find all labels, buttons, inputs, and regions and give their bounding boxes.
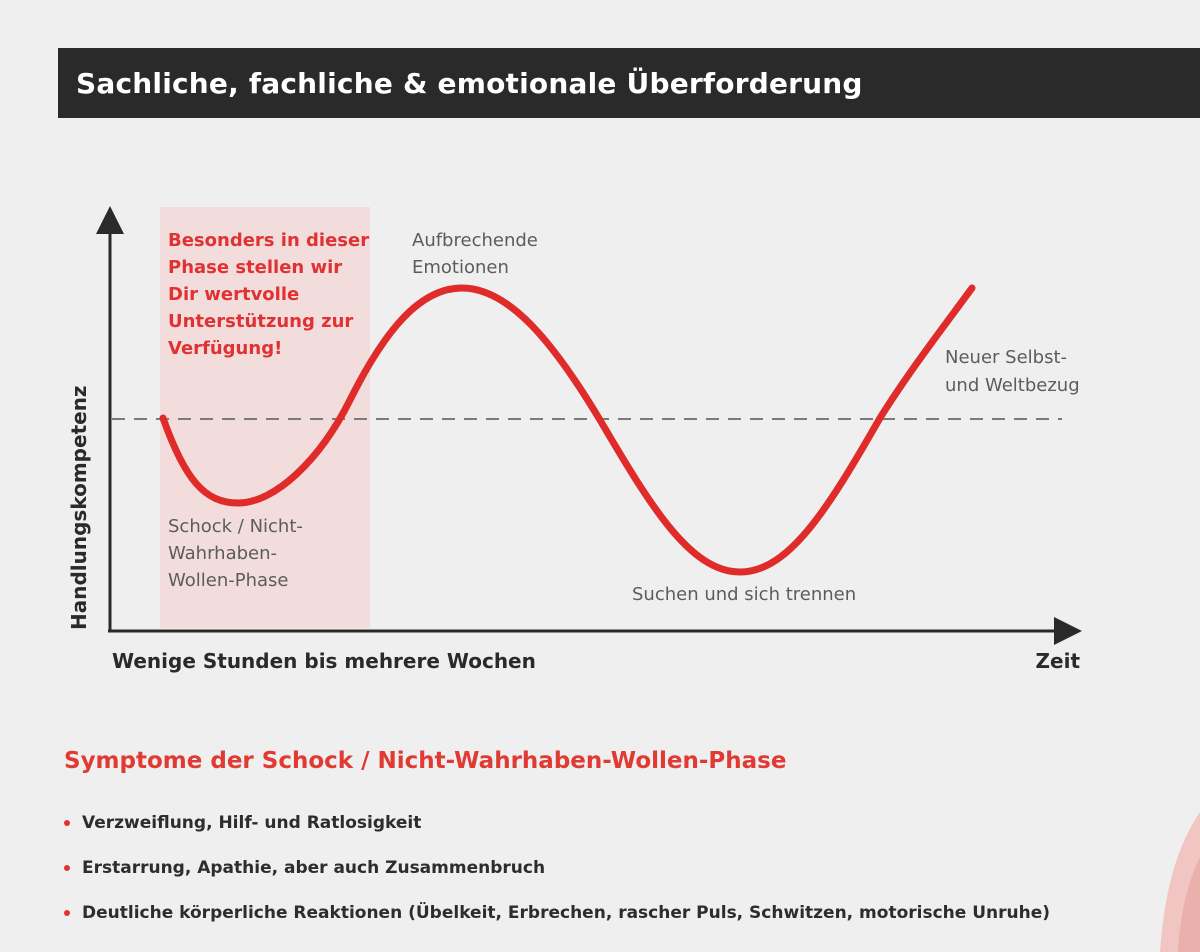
highlight-text-line: Unterstützung zur bbox=[168, 311, 354, 332]
symptom-item bbox=[64, 890, 1050, 935]
phase-label-line: Schock / Nicht- bbox=[168, 516, 303, 537]
symptom-item bbox=[64, 800, 1050, 845]
phase-label-line: Emotionen bbox=[412, 257, 509, 278]
page-title: Sachliche, fachliche & emotionale Überforderung bbox=[76, 66, 863, 100]
symptom-text: Deutliche körperliche Reaktionen (Übelkeit, Erbrechen, rascher Puls, Schwitzen, motorische Unruhe) bbox=[82, 902, 1050, 923]
phase-label-line: Wahrhaben- bbox=[168, 543, 278, 564]
phase-label-emotions bbox=[412, 230, 544, 278]
phase-label-line: Aufbrechende bbox=[412, 230, 538, 251]
x-axis-label-left: Wenige Stunden bis mehrere Wochen bbox=[112, 649, 536, 673]
corner-decoration bbox=[1160, 802, 1200, 952]
y-axis-arrow bbox=[96, 206, 124, 234]
highlight-text-line: Besonders in dieser bbox=[168, 230, 370, 251]
decorative-shape-icon bbox=[1160, 802, 1200, 952]
phase-label-line: Suchen und sich trennen bbox=[632, 584, 857, 605]
phase-label-line: Neuer Selbst- bbox=[945, 347, 1068, 368]
highlight-text-line: Dir wertvolle bbox=[168, 284, 300, 305]
symptom-list bbox=[64, 800, 1050, 935]
bullet-icon bbox=[64, 865, 70, 871]
phase-label-new-self bbox=[945, 347, 1080, 396]
highlight-text-line: Verfügung! bbox=[168, 338, 283, 359]
symptom-text: Verzweiflung, Hilf- und Ratlosigkeit bbox=[82, 812, 422, 833]
phase-label-search bbox=[632, 584, 856, 605]
symptom-item bbox=[64, 845, 1050, 890]
bullet-icon bbox=[64, 820, 70, 826]
phase-label-line: und Weltbezug bbox=[945, 375, 1080, 396]
phase-label-line: Wollen-Phase bbox=[168, 570, 289, 591]
highlight-text-line: Phase stellen wir bbox=[168, 257, 343, 278]
x-axis-label-right: Zeit bbox=[1035, 649, 1080, 673]
bullet-icon bbox=[64, 910, 70, 916]
y-axis-label: Handlungskompetenz bbox=[67, 385, 91, 630]
symptom-text: Erstarrung, Apathie, aber auch Zusammenbruch bbox=[82, 857, 546, 878]
x-axis-arrow bbox=[1054, 617, 1082, 645]
symptoms-title: Symptome der Schock / Nicht-Wahrhaben-Wollen-Phase bbox=[64, 748, 787, 774]
